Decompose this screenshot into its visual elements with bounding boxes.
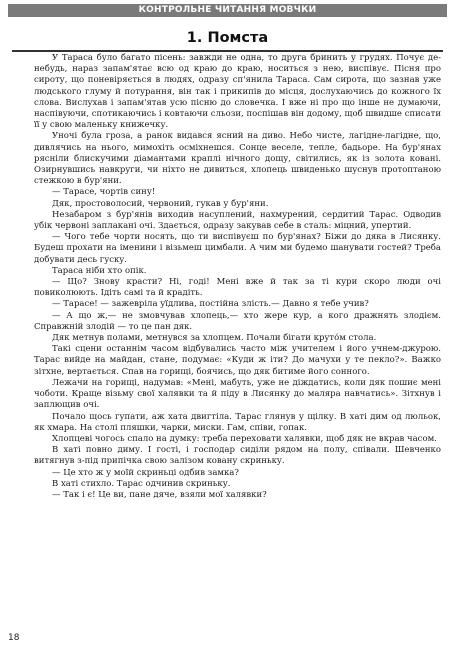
story-paragraph: В хаті стихло. Тарас одчинив скриньку. — [52, 478, 231, 489]
story-title: 1. Помста — [186, 30, 269, 46]
section-header-label: КОНТРОЛЬНЕ ЧИТАННЯ МОВЧКИ — [138, 5, 317, 15]
story-paragraph: Незабаром з бур'янів виходив насуплений, нахмурений, сердитий Тарас. Одводив убік червоні заплакані очі. Здається, одразу закував себе в сталь: міцний, упертий. — [34, 209, 441, 232]
story-paragraph: В хаті повно диму. І гості, і господар сиділи рядом на полу, співали. Шевченко витягнув з-під припічка свою залізом ковану скриньку. — [34, 445, 441, 467]
story-paragraph: — А що ж,— не змовчував хлопець,— хто жере кур, а кого дражнять злодієм. Справжній злодій — то це пан дяк. — [34, 310, 441, 332]
story-paragraph: — Тарасе! — зажевріла уїдлива, постійна злість.— Давно я тебе учив? — [52, 299, 369, 310]
section-header-band — [0, 0, 455, 22]
story-paragraph: — Що? Знову красти? Ні, годі! Мені вже й так за ті кури скоро люди очі повиколюють. Ідіть самі та й крадіть. — [34, 277, 441, 299]
story-paragraph: Дяк, простоволосий, червоний, гукав у бур'яни. — [52, 198, 269, 209]
story-paragraph: Такі сцени останнім часом відбувались часто між учителем і його учнем-джурою. Тарас вийде на майдан, стане, подумає: «Куди ж іти? До мачухи у те пекло?». Важко зітхне, вертається. Спав на горищі, боячись, що дяк битиме його сонного. — [34, 344, 441, 377]
story-paragraph: — Це хто ж у моїй скриньці одбив замка? — [52, 467, 239, 478]
story-paragraph: — Чого тебе чорти носять, що ти виспівуєш по бур'янах? Біжи до дяка в Лисянку. Будеш прохати на іменини і візьмеш цимбали. А чим ми будемо шанувати гостей? Треба добувати десь гуску. — [34, 232, 441, 265]
story-paragraph: — Тарасе, чортів сину! — [52, 187, 156, 198]
story-paragraph: Хлопцеві чогось спало на думку: треба переховати халявки, щоб дяк не вкрав часом. — [52, 433, 437, 444]
story-paragraph: Тараса ніби хто опік. — [52, 265, 147, 276]
page-number: 18 — [8, 633, 20, 643]
story-paragraph: — Так і є! Це ви, пане дяче, взяли мої халявки? — [52, 489, 267, 500]
story-paragraph: У Тараса було багато пісень: завжди не одна, то друга бринить у грудях. Почує де-небудь, нараз запам'ятає всю од краю до краю, носиться з нею, виспівує. Пісня про сироту, що поневіряється в людях, одразу сп'янила Тараса. Сам сирота, що зазнав уже людського глуму й потурання, він так і прикипів до місця, дослухаючись до кожного їх слова. Вислухав і запам'ятав усю пісню до словечка. І вже ні про що інше не думаючи, наспівуючи, спотикаючись і ковтаючи сльози, поспішав він додому, щоб швидше списати її у свою маленьку книжечку. — [34, 53, 441, 131]
story-paragraph: Уночі була гроза, а ранок видався ясний на диво. Небо чисте, лагідне-лагідне, що, дивлячись на нього, мимохіть осміхнешся. Сонце веселе, тепле, бадьоре. На бур'янах рясніли блискучими діамантами краплі нічного дощу, світились, як із золота ковані. Озирнувшись навкруги, чи ніхто не дивиться, хлопець швиденько шуснув протоптаною стежкою в бур'яни. — [34, 131, 441, 187]
story-paragraph: Лежачи на горищі, надумав: «Мені, мабуть, уже не діждатись, коли дяк пошиє мені чоботи. Краще візьму свої халявки та й піду в Лисянку до маляра навчатись». Зітхнув і заплющив очі. — [34, 377, 441, 411]
story-paragraph: Почало щось гупати, аж хата двигтіла. Тарас глянув у щілку. В хаті дим од люльок, як хмара. На столі пляшки, чарки, миски. Гам, співи, гопак. — [34, 411, 441, 433]
title-divider — [12, 50, 443, 52]
story-body — [34, 53, 441, 501]
story-paragraph: Дяк метнув полами, метнувся за хлопцем. Почали бігати круто́м стола. — [52, 333, 377, 344]
